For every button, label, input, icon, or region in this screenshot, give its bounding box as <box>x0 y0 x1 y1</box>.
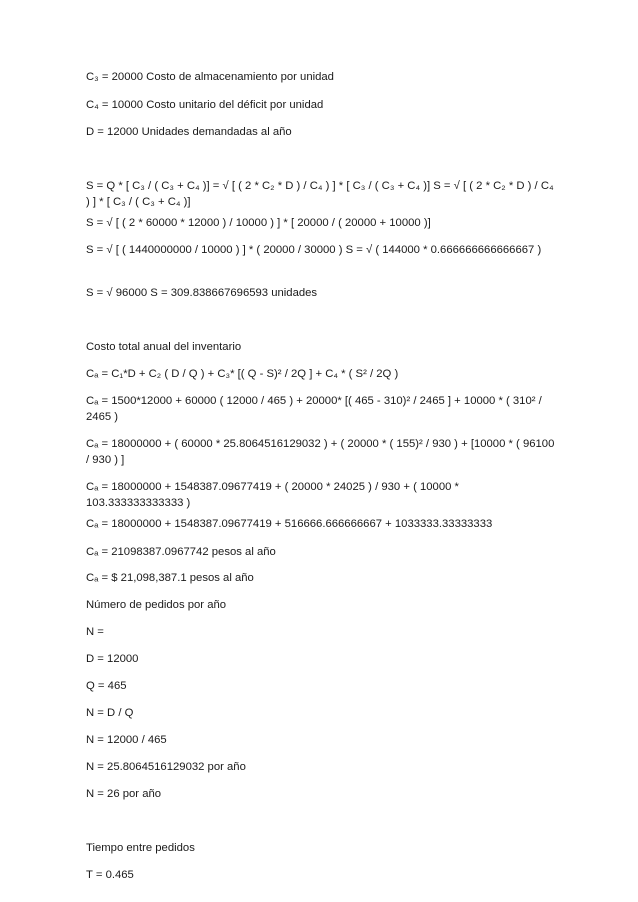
formula-ca-result: Cₐ = 21098387.0967742 pesos al año <box>86 546 276 558</box>
formula-n-result: N = 25.8064516129032 por año <box>86 761 246 773</box>
formula-ca-step4: Cₐ = 18000000 + 1548387.09677419 + 516666.666666667 + 1033333.33333333 <box>86 518 493 530</box>
section-heading-total-cost: Costo total anual del inventario <box>86 341 242 353</box>
formula-n-substituted: N = 12000 / 465 <box>86 734 167 746</box>
formula-ca-substituted: Cₐ = 1500*12000 + 60000 ( 12000 / 465 ) + 20000* [( 465 - 310)² / 2465 ] + 10000 * ( 310² / 2465 ) <box>86 395 542 423</box>
formula-n-rounded: N = 26 por año <box>86 788 162 800</box>
text-line-n: N = <box>86 626 104 638</box>
section-heading-time: Tiempo entre pedidos <box>86 842 195 854</box>
formula-ca-formatted: Cₐ = $ 21,098,387.1 pesos al año <box>86 572 254 584</box>
text-line-d: D = 12000 <box>86 653 139 665</box>
formula-ca-general: Cₐ = C₁*D + C₂ ( D / Q ) + C₃* [( Q - S)² / 2Q ] + C₄ * ( S² / 2Q ) <box>86 368 399 380</box>
formula-n-general: N = D / Q <box>86 707 134 719</box>
formula-s-result: S = √ 96000 S = 309.838667696593 unidades <box>86 287 318 299</box>
text-line-c4: C₄ = 10000 Costo unitario del déficit por unidad <box>86 99 324 111</box>
formula-s-substituted: S = √ [ ( 2 * 60000 * 12000 ) / 10000 ) ] * [ 20000 / ( 20000 + 10000 )] <box>86 217 431 229</box>
formula-ca-step3: Cₐ = 18000000 + 1548387.09677419 + ( 20000 * 24025 ) / 930 + ( 10000 * 103.333333333333 ) <box>86 481 459 509</box>
text-line-c3: C₃ = 20000 Costo de almacenamiento por unidad <box>86 71 334 83</box>
section-heading-orders: Número de pedidos por año <box>86 599 227 611</box>
formula-s-step2: S = √ [ ( 1440000000 / 10000 ) ] * ( 20000 / 30000 ) S = √ ( 144000 * 0.666666666666667 ) <box>86 244 542 256</box>
text-line-t: T = 0.465 <box>86 869 134 881</box>
text-line-q: Q = 465 <box>86 680 127 692</box>
formula-s-general: S = Q * [ C₃ / ( C₃ + C₄ )] = √ [ ( 2 * C₂ * D ) / C₄ ) ] * [ C₃ / ( C₃ + C₄ )] S = √ [ ( 2 * C₂ * D ) / C₄ ) ] * [ C₃ / ( C₃ + C₄ )] <box>86 180 554 208</box>
text-line-demand: D = 12000 Unidades demandadas al año <box>86 126 292 138</box>
formula-ca-step2: Cₐ = 18000000 + ( 60000 * 25.8064516129032 ) + ( 20000 * ( 155)² / 930 ) + [10000 * ( 96100 / 930 ) ] <box>86 438 555 466</box>
